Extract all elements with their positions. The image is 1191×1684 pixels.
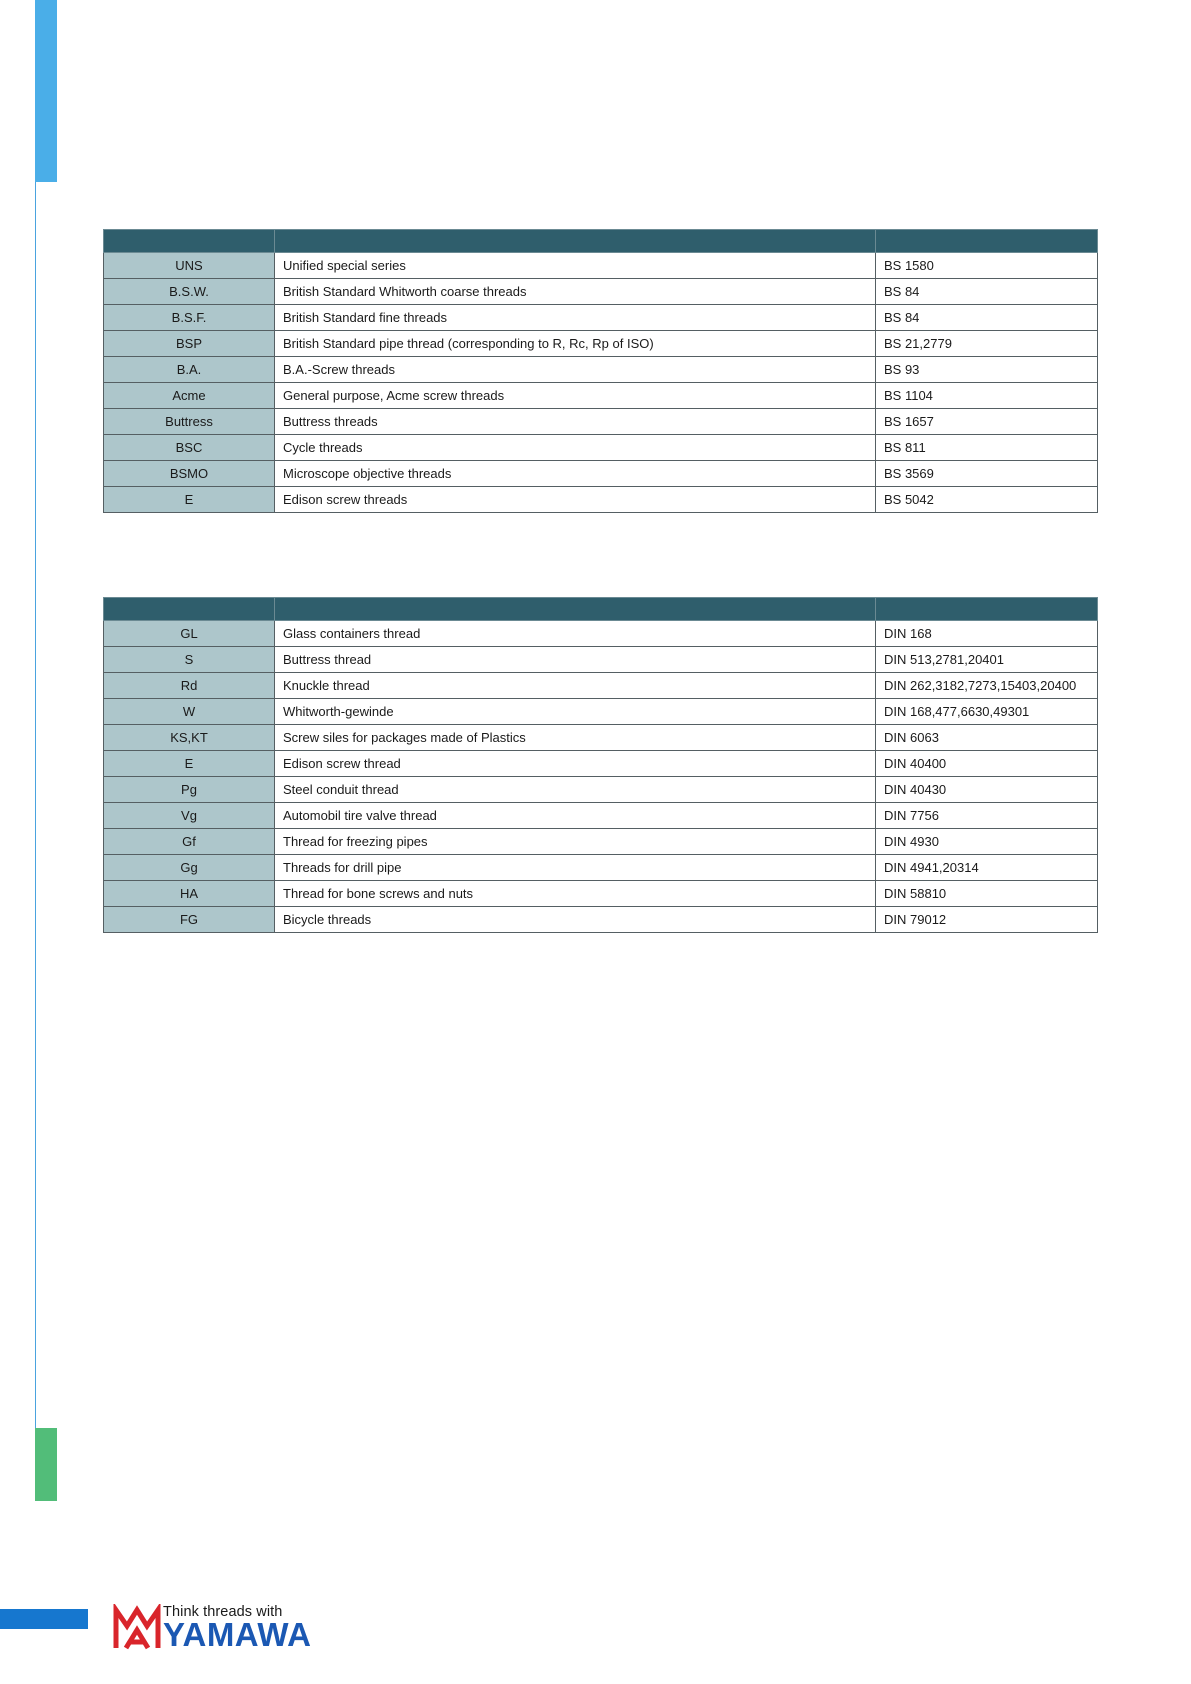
cell-description: Knuckle thread: [275, 673, 876, 699]
cell-code: KS,KT: [104, 725, 275, 751]
cell-code: E: [104, 487, 275, 513]
table-row: [104, 253, 1098, 279]
cell-description: Steel conduit thread: [275, 777, 876, 803]
cell-description: Microscope objective threads: [275, 461, 876, 487]
side-tab-bottom: [35, 1428, 57, 1501]
cell-standard: DIN 58810: [876, 881, 1098, 907]
table-row: [104, 803, 1098, 829]
logo-wordmark: YAMAWA: [163, 1616, 312, 1653]
table-row: [104, 777, 1098, 803]
header-cell-description: [275, 598, 876, 621]
cell-code: GL: [104, 621, 275, 647]
cell-description: General purpose, Acme screw threads: [275, 383, 876, 409]
cell-standard: DIN 4941,20314: [876, 855, 1098, 881]
side-tab-top: [35, 0, 57, 182]
cell-standard: BS 811: [876, 435, 1098, 461]
cell-standard: BS 1104: [876, 383, 1098, 409]
logo-tagline: Think threads with: [163, 1604, 283, 1620]
cell-code: B.S.F.: [104, 305, 275, 331]
cell-code: B.S.W.: [104, 279, 275, 305]
din-thread-table: [103, 597, 1098, 933]
table-row: [104, 331, 1098, 357]
table-header-row: [104, 598, 1098, 621]
header-cell-code: [104, 230, 275, 253]
cell-description: Edison screw threads: [275, 487, 876, 513]
table-row: [104, 409, 1098, 435]
table-row: [104, 647, 1098, 673]
cell-standard: BS 93: [876, 357, 1098, 383]
side-rule: [35, 0, 36, 1500]
header-cell-standard: [876, 598, 1098, 621]
cell-code: HA: [104, 881, 275, 907]
table-row: [104, 305, 1098, 331]
cell-description: Threads for drill pipe: [275, 855, 876, 881]
cell-code: W: [104, 699, 275, 725]
cell-code: BSC: [104, 435, 275, 461]
cell-code: Gg: [104, 855, 275, 881]
cell-description: British Standard Whitworth coarse threads: [275, 279, 876, 305]
cell-standard: DIN 79012: [876, 907, 1098, 933]
table-row: [104, 673, 1098, 699]
cell-standard: BS 84: [876, 279, 1098, 305]
cell-standard: BS 3569: [876, 461, 1098, 487]
header-cell-code: [104, 598, 275, 621]
cell-code: Acme: [104, 383, 275, 409]
cell-code: Rd: [104, 673, 275, 699]
cell-description: Glass containers thread: [275, 621, 876, 647]
cell-standard: BS 5042: [876, 487, 1098, 513]
cell-description: Cycle threads: [275, 435, 876, 461]
cell-description: Thread for freezing pipes: [275, 829, 876, 855]
cell-standard: DIN 40400: [876, 751, 1098, 777]
cell-standard: DIN 168: [876, 621, 1098, 647]
cell-code: BSMO: [104, 461, 275, 487]
table-header-row: [104, 230, 1098, 253]
cell-code: BSP: [104, 331, 275, 357]
table-row: [104, 357, 1098, 383]
table-row: [104, 487, 1098, 513]
cell-code: UNS: [104, 253, 275, 279]
cell-standard: BS 21,2779: [876, 331, 1098, 357]
cell-description: Whitworth-gewinde: [275, 699, 876, 725]
yamawa-mark-icon: [113, 1604, 161, 1650]
cell-code: Vg: [104, 803, 275, 829]
table-row: [104, 699, 1098, 725]
cell-description: British Standard fine threads: [275, 305, 876, 331]
table-row: [104, 279, 1098, 305]
cell-standard: BS 1580: [876, 253, 1098, 279]
table-row: [104, 881, 1098, 907]
cell-standard: DIN 262,3182,7273,15403,20400: [876, 673, 1098, 699]
yamawa-logo: [113, 1604, 323, 1652]
cell-description: Buttress threads: [275, 409, 876, 435]
table-row: [104, 383, 1098, 409]
cell-standard: BS 1657: [876, 409, 1098, 435]
table-row: [104, 907, 1098, 933]
cell-code: E: [104, 751, 275, 777]
bs-thread-table: [103, 229, 1098, 513]
table-row: [104, 829, 1098, 855]
cell-code: S: [104, 647, 275, 673]
cell-description: British Standard pipe thread (corresponding to R, Rc, Rp of ISO): [275, 331, 876, 357]
table-row: [104, 725, 1098, 751]
cell-code: B.A.: [104, 357, 275, 383]
table-row: [104, 751, 1098, 777]
cell-description: Thread for bone screws and nuts: [275, 881, 876, 907]
cell-description: Unified special series: [275, 253, 876, 279]
footer-accent-bar: [0, 1609, 88, 1629]
cell-standard: DIN 40430: [876, 777, 1098, 803]
table-row: [104, 461, 1098, 487]
cell-description: Screw siles for packages made of Plastics: [275, 725, 876, 751]
header-cell-description: [275, 230, 876, 253]
cell-description: Edison screw thread: [275, 751, 876, 777]
cell-standard: DIN 168,477,6630,49301: [876, 699, 1098, 725]
cell-description: Buttress thread: [275, 647, 876, 673]
cell-standard: BS 84: [876, 305, 1098, 331]
header-cell-standard: [876, 230, 1098, 253]
cell-code: Gf: [104, 829, 275, 855]
cell-description: B.A.-Screw threads: [275, 357, 876, 383]
table-row: [104, 435, 1098, 461]
table-row: [104, 621, 1098, 647]
cell-code: FG: [104, 907, 275, 933]
cell-standard: DIN 513,2781,20401: [876, 647, 1098, 673]
cell-code: Pg: [104, 777, 275, 803]
cell-description: Automobil tire valve thread: [275, 803, 876, 829]
cell-standard: DIN 7756: [876, 803, 1098, 829]
cell-standard: DIN 6063: [876, 725, 1098, 751]
table-row: [104, 855, 1098, 881]
cell-standard: DIN 4930: [876, 829, 1098, 855]
cell-description: Bicycle threads: [275, 907, 876, 933]
cell-code: Buttress: [104, 409, 275, 435]
